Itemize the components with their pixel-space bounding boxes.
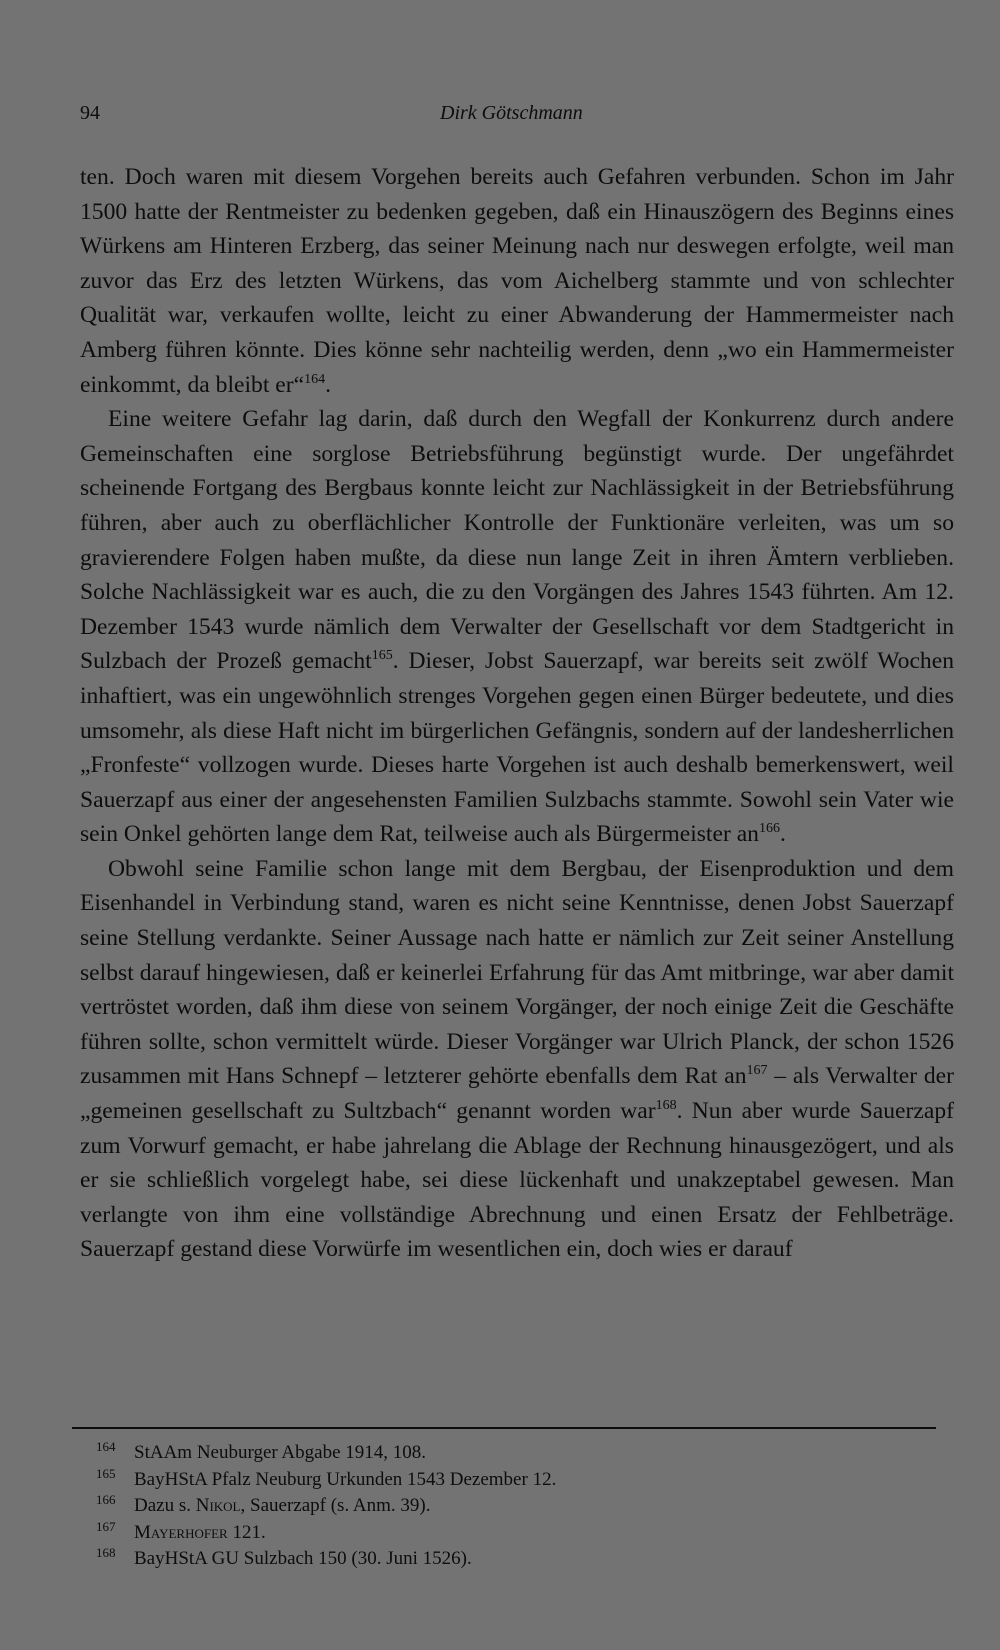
- paragraph-text: . Nun aber wurde Sauerzapf zum Vorwurf gemacht, er habe jahrelang die Ablage der Rechnung hinausgezögert, und als er sie schließlich vorgelegt habe, sei diese lückenhaft und unakzeptabel gewesen. Man verlangte von ihm eine vollständige Abrechnung und einen Ersatz der Fehlbeträge. Sauerzapf gestand diese Vorwürfe im wesentlichen ein, doch wies er darauf: [80, 1098, 954, 1263]
- footnote-ref-164[interactable]: 164: [304, 371, 326, 387]
- footnote-167: [96, 1520, 876, 1547]
- footnote-author: Nikol: [195, 1495, 241, 1516]
- footnote-text: BayHStA GU Sulzbach 150 (30. Juni 1526).: [134, 1548, 472, 1569]
- paragraph-text: ten. Doch waren mit diesem Vorgehen bereits auch Gefahren verbunden. Schon im Jahr 1500 hatte der Rentmeister zu bedenken gegeben, daß ein Hinauszögern des Beginns eines Würkens am Hinteren Erzberg, das seiner Meinung nach nur deswegen erfolgte, weil man zuvor das Erz des letzten Würkens, das vom Aichelberg stammte und von schlechter Qualität war, verkaufen wollte, leicht zu einer Abwanderung der Hammermeister nach Amberg führen könnte. Dies könne sehr nachteilig werden, denn „wo ein Hammermeister einkommt, da bleibt er“: [80, 164, 954, 398]
- footnote-number: 167: [96, 1518, 116, 1534]
- footnote-number: 166: [96, 1492, 116, 1507]
- footnote-166: [96, 1493, 876, 1520]
- paragraph-1: [80, 160, 954, 402]
- page-number: 94: [80, 102, 100, 124]
- footnote-number: 168: [96, 1545, 116, 1560]
- paragraph-text: Obwohl seine Familie schon lange mit dem Bergbau, der Eisenproduktion und dem Eisenhandel in Verbindung stand, waren es nicht seine Kenntnisse, denen Jobst Sauerzapf seine Stellung verdankte. Seiner Aussage nach hatte er nämlich zur Zeit seiner Anstellung selbst darauf hingewiesen, daß er keinerlei Erfahrung für das Amt mitbringe, war aber damit vertröstet worden, daß ihm diese von seinem Vorgänger, der noch einige Zeit die Geschäfte führen sollte, schon vermittelt würde. Dieser Vorgänger war Ulrich Planck, der schon 1526 zusammen mit Hans Schnepf – letzterer gehörte ebenfalls dem Rat an: [80, 855, 954, 1090]
- body-text: [80, 160, 954, 1267]
- footnote-ref-165[interactable]: 165: [371, 648, 393, 664]
- paragraph-3: [80, 852, 954, 1267]
- footnote-text: BayHStA Pfalz Neuburg Urkunden 1543 Dezember 12.: [134, 1468, 557, 1490]
- page-header: [0, 102, 1000, 134]
- paragraph-text: . Dieser, Jobst Sauerzapf, war bereits seit zwölf Wochen inhaftiert, was ein ungewöhnlich strenges Vorgehen gegen einen Bürger bedeutete, und dies umsomehr, als diese Haft nicht im bürgerlichen Gefängnis, sondern auf der landesherrlichen „Fronfeste“ vollzogen wurde. Dieses harte Vorgehen ist auch deshalb bemerkenswert, weil Sauerzapf aus einer der angesehensten Familien Sulzbachs stammte. Sowohl sein Vater wie sein Onkel gehörten lange dem Rat, teilweise auch als Bürgermeister an: [80, 648, 955, 848]
- footnote-text: 121.: [227, 1521, 266, 1543]
- footnote-ref-168[interactable]: 168: [655, 1098, 677, 1114]
- footnote-author: Mayerhofer: [134, 1521, 228, 1543]
- footnote-number: 165: [96, 1465, 116, 1481]
- footnote-number: 164: [96, 1439, 116, 1454]
- footnote-164: [96, 1440, 876, 1467]
- footnote-separator: [72, 1427, 936, 1429]
- footnote-ref-167[interactable]: 167: [746, 1063, 768, 1079]
- footnote-text: StAAm Neuburger Abgabe 1914, 108.: [134, 1442, 427, 1463]
- paragraph-text: .: [325, 371, 331, 398]
- footnote-168: [96, 1546, 876, 1573]
- footnote-165: [96, 1467, 876, 1494]
- paragraph-2: [80, 402, 954, 852]
- paragraph-text: – als Verwalter der „gemeinen gesellschaft zu Sultzbach“ genannt worden war: [80, 1063, 954, 1125]
- running-head: Dirk Götschmann: [440, 102, 583, 124]
- footnote-prefix: Dazu s.: [134, 1495, 196, 1516]
- footnote-ref-166[interactable]: 166: [758, 821, 780, 837]
- footnote-text: , Sauerzapf (s. Anm. 39).: [240, 1495, 431, 1516]
- footnotes: [96, 1440, 876, 1573]
- paragraph-text: .: [779, 821, 786, 848]
- paragraph-text: Eine weitere Gefahr lag darin, daß durch den Wegfall der Konkurrenz durch andere Gemeinschaften eine sorglose Betriebsführung begünstigt wurde. Der ungefährdet scheinende Fortgang des Bergbaus konnte leicht zur Nachlässigkeit in der Betriebsführung führen, aber auch zu oberflächlicher Kontrolle der Funktionäre verleiten, was um so gravierendere Folgen haben mußte, da diese nun lange Zeit in ihren Ämtern verblieben. Solche Nachlässigkeit war es auch, die zu den Vorgängen des Jahres 1543 führten. Am 12. Dezember 1543 wurde nämlich dem Verwalter der Gesellschaft vor dem Stadtgericht in Sulzbach der Prozeß gemacht: [80, 406, 954, 675]
